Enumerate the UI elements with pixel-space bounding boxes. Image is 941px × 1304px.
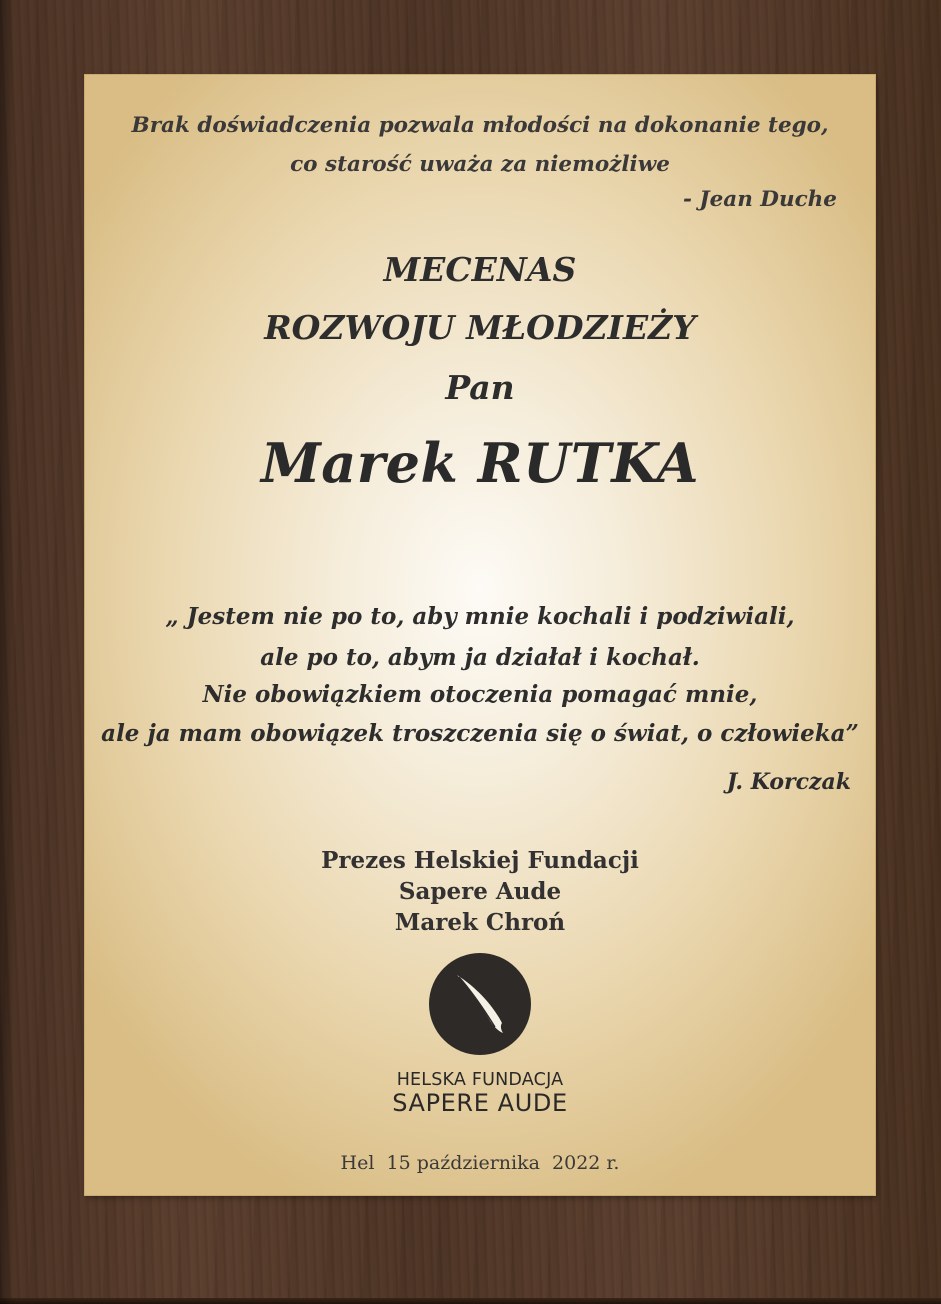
logo-text-line-2: SAPERE AUDE (392, 1089, 568, 1117)
signature-line-2: Sapere Aude (398, 878, 562, 905)
logo-text-line-1: HELSKA FUNDACJA (396, 1070, 564, 1090)
signature-line-3: Marek Chroń (394, 909, 566, 936)
epigraph-author: - Jean Duche (683, 187, 837, 212)
foundation-logo-circle (429, 953, 531, 1055)
quote-author: J. Korczak (726, 769, 851, 795)
quill-feather-icon (429, 953, 531, 1055)
award-title-line-2: ROZWOJU MŁODZIEŻY (264, 308, 696, 347)
epigraph-line-1: Brak doświadczenia pozwala młodości na dokonanie tego, (131, 113, 829, 138)
gold-plate (85, 75, 875, 1195)
epigraph-line-2: co starość uważa za niemożliwe (290, 152, 670, 177)
quote-line-1: „ Jestem nie po to, aby mnie kochali i podziwiali, (165, 603, 795, 630)
award-honorific: Pan (445, 368, 515, 407)
issue-date: Hel 15 października 2022 r. (340, 1152, 620, 1174)
quote-line-4: ale ja mam obowiązek troszczenia się o świat, o człowieka” (101, 720, 859, 747)
quote-line-3: Nie obowiązkiem otoczenia pomagać mnie, (202, 681, 758, 708)
signature-line-1: Prezes Helskiej Fundacji (321, 847, 639, 874)
award-title-line-1: MECENAS (383, 250, 577, 289)
recipient-name: Marek RUTKA (260, 431, 700, 495)
quote-line-2: ale po to, abym ja działał i kochał. (260, 644, 700, 671)
